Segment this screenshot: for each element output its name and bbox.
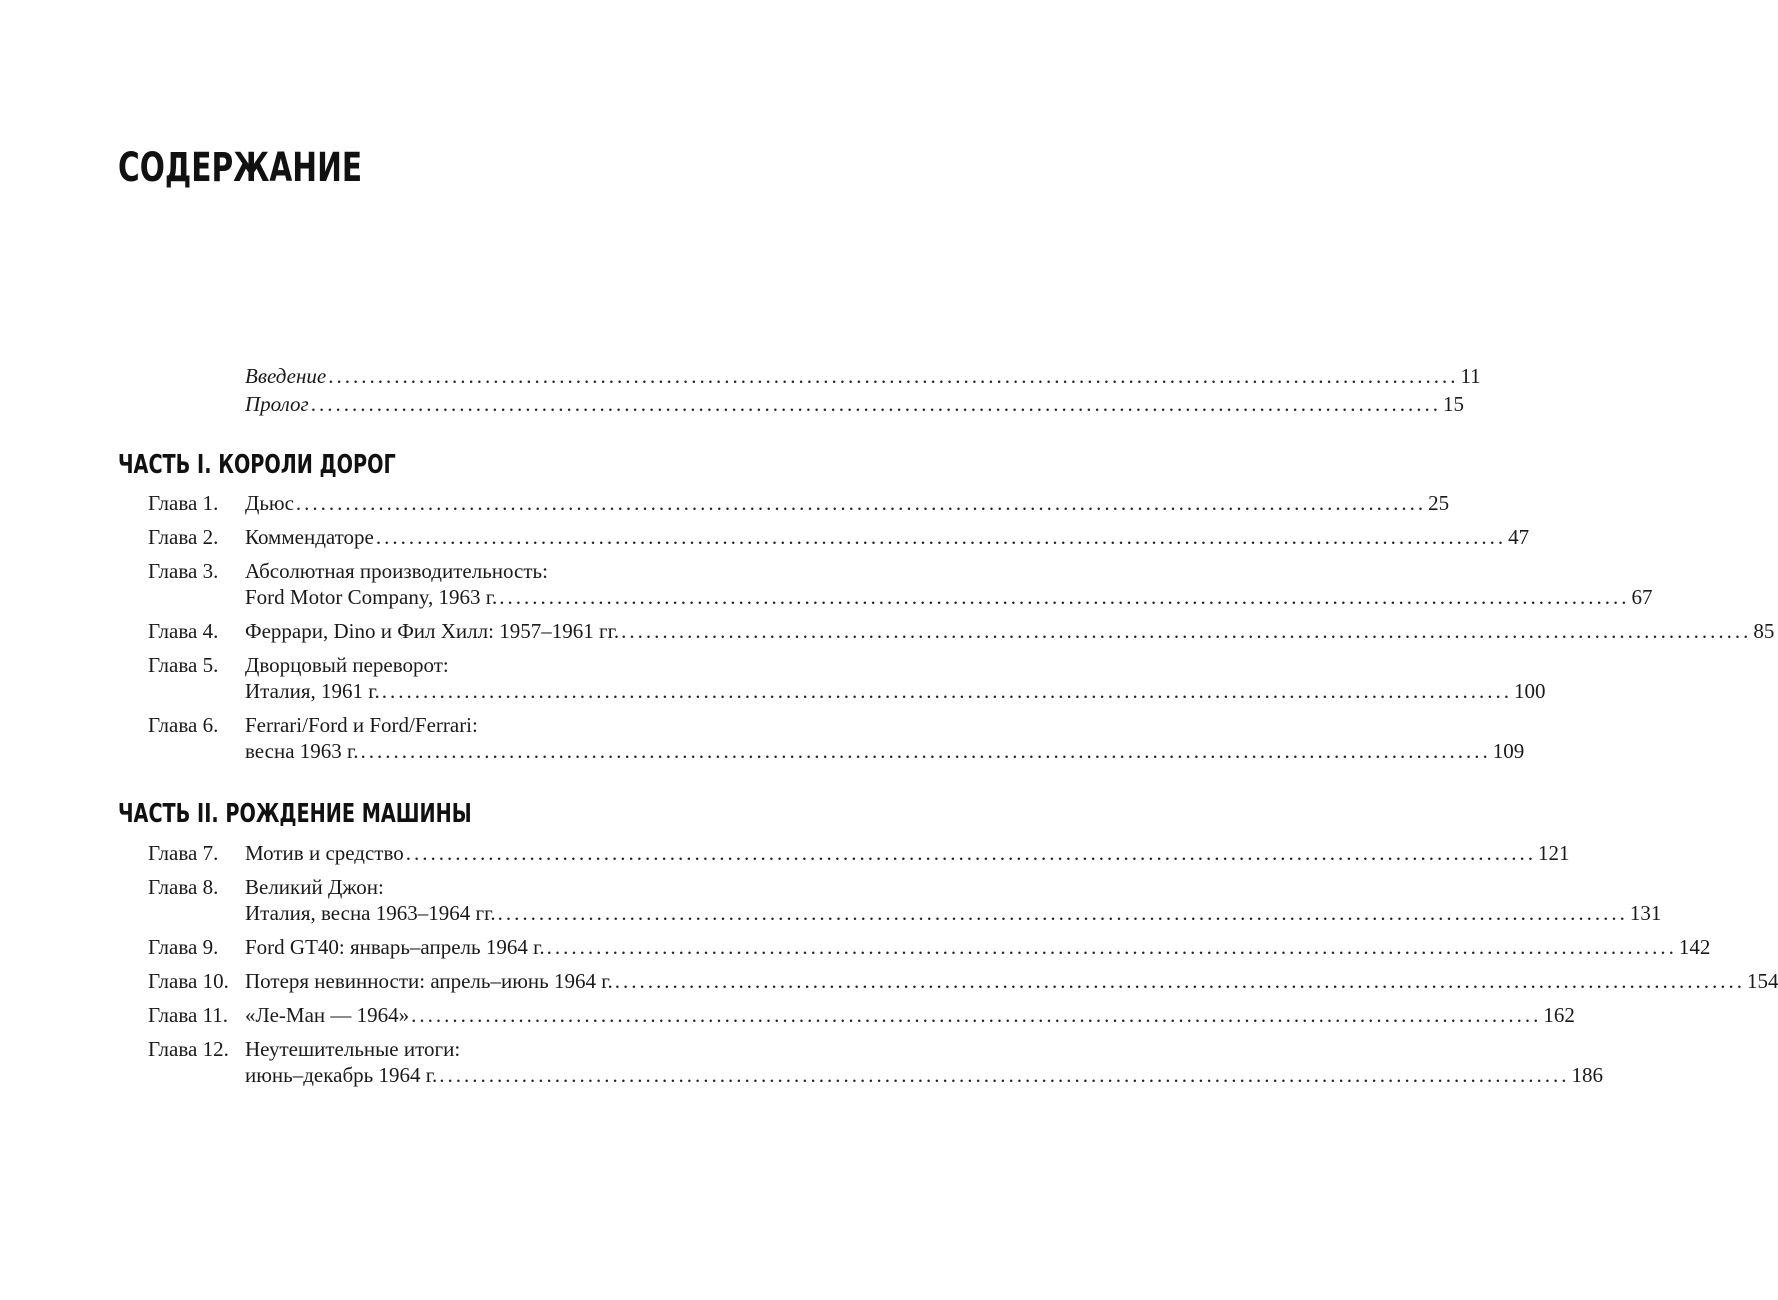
page-number: 11 <box>1460 364 1481 388</box>
chapter-title: Ford Motor Company, 1963 г. <box>245 585 498 609</box>
page-number: 67 <box>1631 585 1653 609</box>
chapter-title-line: Неутешительные итоги: <box>245 1037 461 1061</box>
chapter-label: Глава 5. <box>148 653 219 677</box>
toc-entry[interactable] <box>148 934 1711 960</box>
toc-entry[interactable] <box>148 1002 1575 1028</box>
entry-title: Пролог <box>245 392 309 416</box>
page-number: 25 <box>1428 491 1450 515</box>
dot-leader: ......................................................................................................................................... <box>497 901 1628 925</box>
dot-leader: ......................................................................................................................................... <box>375 525 1507 549</box>
dot-leader: ......................................................................................................................................... <box>405 841 1537 865</box>
part-heading: ЧАСТЬ II. РОЖДЕНИЕ МАШИНЫ <box>118 799 472 829</box>
toc-entry[interactable] <box>148 618 1775 644</box>
chapter-body <box>245 840 1570 866</box>
chapter-body <box>245 558 1653 610</box>
chapter-title-row <box>245 618 1775 644</box>
chapter-title-row <box>245 1002 1575 1028</box>
chapter-body <box>245 1036 1603 1088</box>
part-heading: ЧАСТЬ I. КОРОЛИ ДОРОГ <box>118 450 396 480</box>
page-title: СОДЕРЖАНИЕ <box>118 145 363 191</box>
chapter-title: Потеря невинности: апрель–июнь 1964 г. <box>245 969 613 993</box>
chapter-body <box>245 968 1778 994</box>
chapter-title: весна 1963 г. <box>245 739 359 763</box>
dot-leader: ......................................................................................................................................... <box>614 969 1745 993</box>
chapter-title: «Ле-Ман — 1964» <box>245 1003 410 1027</box>
dot-leader: ......................................................................................................................................... <box>381 679 1512 703</box>
dot-leader: ......................................................................................................................................... <box>499 585 1630 609</box>
dot-leader: ......................................................................................................................................... <box>295 491 1427 515</box>
chapter-label: Глава 4. <box>148 619 219 643</box>
toc-entry[interactable] <box>148 840 1570 866</box>
toc-entry[interactable] <box>148 558 1653 610</box>
chapter-label: Глава 11. <box>148 1003 229 1027</box>
page-number: 47 <box>1508 525 1530 549</box>
toc-entry[interactable] <box>148 968 1778 994</box>
chapter-label: Глава 9. <box>148 935 219 959</box>
toc-entry-prologue[interactable] <box>245 390 1464 418</box>
chapter-title-line: Ferrari/Ford и Ford/Ferrari: <box>245 713 478 737</box>
chapter-body <box>245 1002 1575 1028</box>
chapter-title-line: Абсолютная производительность: <box>245 559 548 583</box>
chapter-title-row <box>245 678 1546 704</box>
chapter-title: Италия, весна 1963–1964 гг. <box>245 901 496 925</box>
chapter-title-row <box>245 1062 1603 1088</box>
dot-leader: ......................................................................................................................................... <box>621 619 1752 643</box>
chapter-title-row <box>245 490 1450 516</box>
chapter-label: Глава 6. <box>148 713 219 737</box>
dot-leader: ......................................................................................................................................... <box>310 392 1441 416</box>
chapter-label: Глава 7. <box>148 841 219 865</box>
page-number: 121 <box>1538 841 1570 865</box>
page-number: 85 <box>1753 619 1775 643</box>
page-number: 186 <box>1571 1063 1603 1087</box>
chapter-label: Глава 10. <box>148 969 229 993</box>
dot-leader: ......................................................................................................................................... <box>328 364 1459 388</box>
chapter-title-line: Дворцовый переворот: <box>245 653 449 677</box>
page-number: 162 <box>1543 1003 1575 1027</box>
chapter-label: Глава 2. <box>148 525 219 549</box>
chapter-title: Дьюс <box>245 491 294 515</box>
chapter-title-row <box>245 934 1711 960</box>
toc-entry[interactable] <box>148 712 1525 764</box>
chapter-body <box>245 618 1775 644</box>
toc-entry[interactable] <box>148 490 1450 516</box>
chapter-label: Глава 3. <box>148 559 219 583</box>
toc-entry[interactable] <box>148 524 1530 550</box>
page-number: 142 <box>1678 935 1711 959</box>
intro-section <box>245 362 1481 418</box>
page-number: 100 <box>1513 679 1546 703</box>
chapter-body <box>245 524 1530 550</box>
chapter-title: Феррари, Dino и Фил Хилл: 1957–1961 гг. <box>245 619 620 643</box>
dot-leader: ......................................................................................................................................... <box>411 1003 1542 1027</box>
entry-title: Введение <box>245 364 327 388</box>
dot-leader: ......................................................................................................................................... <box>360 739 1491 763</box>
chapter-body <box>245 712 1525 764</box>
toc-entry[interactable] <box>148 652 1546 704</box>
chapter-label: Глава 8. <box>148 875 219 899</box>
chapter-title-line: Великий Джон: <box>245 875 384 899</box>
chapter-list <box>148 840 1778 1096</box>
chapter-title: Мотив и средство <box>245 841 404 865</box>
chapter-label: Глава 1. <box>148 491 219 515</box>
chapter-list <box>148 490 1775 772</box>
chapter-title-row <box>245 840 1570 866</box>
toc-entry-introduction[interactable] <box>245 362 1481 390</box>
toc-entry[interactable] <box>148 1036 1603 1088</box>
chapter-title: Коммендаторе <box>245 525 374 549</box>
chapter-title-row <box>245 524 1530 550</box>
page-number: 15 <box>1443 392 1464 416</box>
chapter-title-row <box>245 900 1662 926</box>
chapter-title: Ford GT40: январь–апрель 1964 г. <box>245 935 545 959</box>
chapter-title-row <box>245 738 1525 764</box>
chapter-title: июнь–декабрь 1964 г. <box>245 1063 438 1087</box>
chapter-body <box>245 934 1711 960</box>
toc-entry[interactable] <box>148 874 1662 926</box>
dot-leader: ......................................................................................................................................... <box>546 935 1677 959</box>
chapter-body <box>245 652 1546 704</box>
chapter-label: Глава 12. <box>148 1037 229 1061</box>
dot-leader: ......................................................................................................................................... <box>439 1063 1570 1087</box>
page-number: 109 <box>1492 739 1525 763</box>
chapter-body <box>245 490 1450 516</box>
chapter-title-row <box>245 968 1778 994</box>
chapter-body <box>245 874 1662 926</box>
page-number: 154 <box>1746 969 1778 993</box>
chapter-title: Италия, 1961 г. <box>245 679 380 703</box>
page-number: 131 <box>1629 901 1662 925</box>
chapter-title-row <box>245 584 1653 610</box>
